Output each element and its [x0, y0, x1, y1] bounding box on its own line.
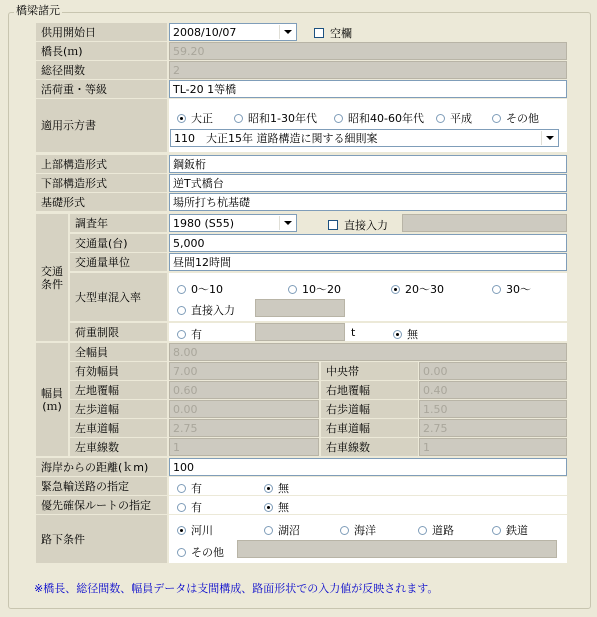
- emergency-route-label: 緊急輸送路の指定: [36, 477, 167, 495]
- substructure-field[interactable]: 逆T式橋台: [169, 174, 567, 192]
- traffic-volume-label: 交通量(台): [70, 234, 167, 252]
- survey-year-label: 調査年: [70, 214, 167, 232]
- radio-dot[interactable]: [177, 330, 186, 339]
- spec-radio-taisho[interactable]: [177, 110, 213, 126]
- radio-dot[interactable]: [418, 526, 427, 535]
- emergency-radio-yes[interactable]: [177, 480, 202, 496]
- survey-year-value: 1980 (S55): [173, 216, 235, 230]
- priority-route-label: 優先確保ルートの指定: [36, 496, 167, 514]
- radio-dot[interactable]: [492, 526, 501, 535]
- right-walk-field: 1.50: [419, 400, 567, 418]
- median-field: 0.00: [419, 362, 567, 380]
- blank-checkbox[interactable]: [314, 25, 352, 41]
- load-limit-yes-label: 有: [191, 328, 202, 341]
- spec-option-label: 平成: [450, 112, 472, 125]
- radio-dot[interactable]: [264, 484, 273, 493]
- radio-dot[interactable]: [492, 114, 501, 123]
- span-count-label: 総径間数: [36, 61, 167, 79]
- info-note: ※橋長、総径間数、幅員データは支間構成、路面形状での入力値が反映されます。: [34, 582, 439, 595]
- heavy-radio-30plus[interactable]: [492, 281, 531, 297]
- left-shoulder-field: 0.60: [169, 381, 319, 399]
- priority-no-label: 無: [278, 501, 289, 514]
- survey-direct-field: [402, 214, 567, 232]
- spec-radio-showa40[interactable]: [334, 110, 424, 126]
- under-option-label: その他: [191, 546, 224, 559]
- heavy-option-label: 0～10: [191, 283, 223, 296]
- right-lanes-label: 右車線数: [321, 438, 418, 456]
- superstructure-field[interactable]: 鋼鈑桁: [169, 155, 567, 173]
- volume-unit-field[interactable]: 昼間12時間: [169, 253, 567, 271]
- left-lanes-field: 1: [169, 438, 319, 456]
- under-option-label: 湖沼: [278, 524, 300, 537]
- radio-dot[interactable]: [264, 503, 273, 512]
- radio-dot[interactable]: [177, 484, 186, 493]
- under-option-label: 河川: [191, 524, 213, 537]
- heavy-radio-20-30[interactable]: [391, 281, 444, 297]
- total-width-label: 全幅員: [70, 343, 167, 361]
- heavy-option-label: 30～: [506, 283, 531, 296]
- load-limit-label: 荷重制限: [70, 323, 167, 341]
- right-lane-label: 右車道幅: [321, 419, 418, 437]
- spec-option-label: その他: [506, 112, 539, 125]
- spec-option-label: 昭和1-30年代: [248, 112, 317, 125]
- radio-dot[interactable]: [393, 330, 402, 339]
- service-start-combo[interactable]: [169, 23, 297, 41]
- under-option-label: 鉄道: [506, 524, 528, 537]
- effective-width-label: 有効幅員: [70, 362, 167, 380]
- live-load-label: 活荷重・等級: [36, 80, 167, 98]
- foundation-field[interactable]: 場所打ち杭基礎: [169, 193, 567, 211]
- coast-distance-label: 海岸からの距離(ｋm): [36, 458, 167, 476]
- spec-label: 適用示方書: [36, 99, 167, 152]
- radio-dot[interactable]: [177, 114, 186, 123]
- left-lanes-label: 左車線数: [70, 438, 167, 456]
- chevron-down-icon[interactable]: [541, 131, 557, 145]
- right-walk-label: 右歩道幅: [321, 400, 418, 418]
- checkbox-box[interactable]: [328, 220, 338, 230]
- median-label: 中央帯: [321, 362, 418, 380]
- priority-radio-yes[interactable]: [177, 499, 202, 515]
- service-start-label: 供用開始日: [36, 23, 167, 41]
- traffic-volume-field[interactable]: 5,000: [169, 234, 567, 252]
- radio-dot[interactable]: [436, 114, 445, 123]
- heavy-radio-direct[interactable]: [177, 302, 235, 318]
- foundation-label: 基礎形式: [36, 193, 167, 211]
- coast-distance-field[interactable]: 100: [169, 458, 567, 476]
- bridge-length-field: 59.20: [169, 42, 567, 60]
- spec-combo-value: 110 大正15年 道路構造に関する細則案: [174, 132, 378, 145]
- under-other-field: [237, 540, 557, 558]
- under-option-label: 道路: [432, 524, 454, 537]
- radio-dot[interactable]: [234, 114, 243, 123]
- spec-option-label: 昭和40-60年代: [348, 112, 424, 125]
- under-bridge-label: 路下条件: [36, 515, 167, 563]
- load-limit-no-label: 無: [407, 328, 418, 341]
- chevron-down-icon[interactable]: [279, 25, 295, 39]
- radio-dot[interactable]: [264, 526, 273, 535]
- load-limit-area: [169, 323, 567, 341]
- load-limit-unit: t: [351, 326, 356, 339]
- traffic-group-label: 交通 条件: [36, 214, 68, 341]
- right-lane-field: 2.75: [419, 419, 567, 437]
- radio-dot[interactable]: [288, 285, 297, 294]
- span-count-field: 2: [169, 61, 567, 79]
- spec-combo[interactable]: [170, 129, 559, 147]
- live-load-field[interactable]: TL-20 1等橋: [169, 80, 567, 98]
- load-limit-field: [255, 323, 345, 341]
- heavy-ratio-label: 大型車混入率: [70, 273, 167, 321]
- radio-dot[interactable]: [177, 503, 186, 512]
- emergency-route-area: [169, 477, 567, 495]
- under-radio-other[interactable]: [177, 544, 224, 560]
- left-lane-label: 左車道幅: [70, 419, 167, 437]
- checkbox-box[interactable]: [314, 28, 324, 38]
- survey-direct-label: 直接入力: [344, 219, 388, 232]
- radio-dot[interactable]: [334, 114, 343, 123]
- under-radio-sea[interactable]: [340, 522, 376, 538]
- radio-dot[interactable]: [340, 526, 349, 535]
- volume-unit-label: 交通量単位: [70, 253, 167, 271]
- radio-dot[interactable]: [177, 285, 186, 294]
- heavy-option-label: 10～20: [302, 283, 341, 296]
- chevron-down-icon[interactable]: [279, 216, 295, 230]
- heavy-option-label: 直接入力: [191, 304, 235, 317]
- radio-dot[interactable]: [492, 285, 501, 294]
- heavy-radio-0-10[interactable]: [177, 281, 223, 297]
- spec-radio-heisei[interactable]: [436, 110, 472, 126]
- priority-route-area: [169, 496, 567, 514]
- load-limit-radio-no[interactable]: [393, 326, 418, 342]
- priority-radio-no[interactable]: [264, 499, 289, 515]
- spec-option-label: 大正: [191, 112, 213, 125]
- heavy-option-label: 20～30: [405, 283, 444, 296]
- under-radio-river[interactable]: [177, 522, 213, 538]
- radio-dot[interactable]: [177, 548, 186, 557]
- service-start-value: 2008/10/07: [173, 25, 237, 39]
- under-radio-road[interactable]: [418, 522, 454, 538]
- group-title: 橋梁諸元: [16, 4, 60, 17]
- emergency-no-label: 無: [278, 482, 289, 495]
- survey-direct-checkbox[interactable]: [328, 217, 388, 233]
- emergency-radio-no[interactable]: [264, 480, 289, 496]
- effective-width-field: 7.00: [169, 362, 319, 380]
- spec-radio-showa1[interactable]: [234, 110, 317, 126]
- priority-yes-label: 有: [191, 501, 202, 514]
- width-group-label: 幅員 (ｍ): [36, 343, 68, 456]
- blank-checkbox-label: 空欄: [330, 27, 352, 40]
- radio-dot[interactable]: [177, 526, 186, 535]
- left-walk-field: 0.00: [169, 400, 319, 418]
- substructure-label: 下部構造形式: [36, 174, 167, 192]
- under-radio-rail[interactable]: [492, 522, 528, 538]
- emergency-yes-label: 有: [191, 482, 202, 495]
- heavy-radio-10-20[interactable]: [288, 281, 341, 297]
- radio-dot[interactable]: [177, 306, 186, 315]
- under-option-label: 海洋: [354, 524, 376, 537]
- left-walk-label: 左歩道幅: [70, 400, 167, 418]
- right-shoulder-label: 右地覆幅: [321, 381, 418, 399]
- right-lanes-field: 1: [419, 438, 567, 456]
- load-limit-radio-yes[interactable]: [177, 326, 202, 342]
- heavy-direct-field: [255, 299, 345, 317]
- spec-radio-other[interactable]: [492, 110, 539, 126]
- total-width-field: 8.00: [169, 343, 567, 361]
- left-shoulder-label: 左地覆幅: [70, 381, 167, 399]
- bridge-length-label: 橋長(ｍ): [36, 42, 167, 60]
- survey-year-combo[interactable]: [169, 214, 297, 232]
- left-lane-field: 2.75: [169, 419, 319, 437]
- superstructure-label: 上部構造形式: [36, 155, 167, 173]
- radio-dot[interactable]: [391, 285, 400, 294]
- under-radio-lake[interactable]: [264, 522, 300, 538]
- right-shoulder-field: 0.40: [419, 381, 567, 399]
